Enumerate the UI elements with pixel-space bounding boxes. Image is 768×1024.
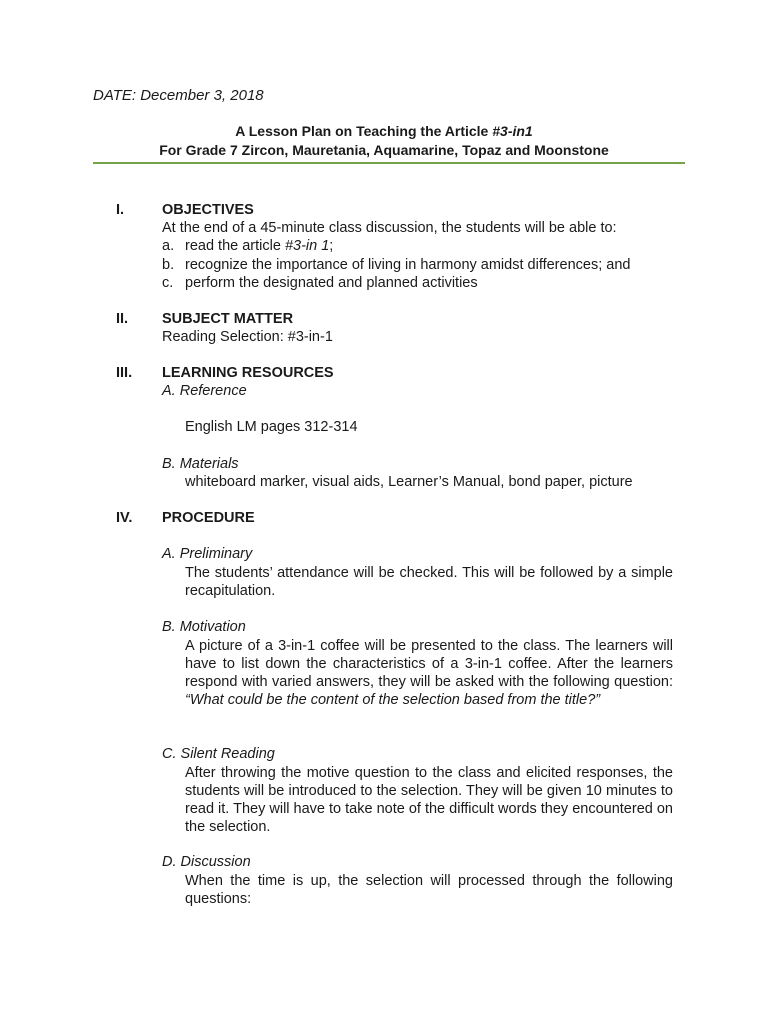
objective-label-b: b. <box>162 257 175 273</box>
reference-label: A. Reference <box>162 383 247 399</box>
materials-label: B. Materials <box>162 456 239 472</box>
title-divider <box>93 162 685 164</box>
motivation-label: B. Motivation <box>162 619 246 635</box>
title-line-2: For Grade 7 Zircon, Mauretania, Aquamarine, Topaz and Moonstone <box>159 142 609 158</box>
motivation-question: “What could be the content of the selection based from the title?” <box>185 692 601 708</box>
objective-a-article: #3-in 1 <box>284 238 330 254</box>
section-number-procedure: IV. <box>116 510 133 526</box>
document-date: DATE: December 3, 2018 <box>93 87 264 104</box>
objective-item-b: recognize the importance of living in harmony amidst differences; and <box>185 257 631 273</box>
section-heading-objectives: OBJECTIVES <box>162 202 254 218</box>
objective-a-prefix: read the article <box>185 238 285 254</box>
discussion-text: When the time is up, the selection will processed through the following questions: <box>185 873 673 907</box>
discussion-label: D. Discussion <box>162 854 251 870</box>
objective-item-a <box>185 238 333 254</box>
objectives-intro: At the end of a 45-minute class discussion, the students will be able to: <box>162 220 617 236</box>
section-heading-subject: SUBJECT MATTER <box>162 311 294 327</box>
section-number-resources: III. <box>116 365 133 381</box>
motivation-text: A picture of a 3-in-1 coffee will be presented to the class. The learners will have to list down the characteristics of a 3-in-1 coffee. After the learners respond with varied answers, they will be asked with the following question: <box>185 638 673 690</box>
title-line-1 <box>0 123 768 139</box>
title-article: #3-in1 <box>492 123 533 139</box>
section-heading-resources: LEARNING RESOURCES <box>162 365 334 381</box>
section-heading-procedure: PROCEDURE <box>162 510 255 526</box>
reference-text: English LM pages 312-314 <box>185 419 358 435</box>
objective-label-c: c. <box>162 275 174 291</box>
preliminary-text: The students’ attendance will be checked. This will be followed by a simple recapitulation. <box>185 565 673 599</box>
objective-a-suffix: ; <box>329 238 334 254</box>
silent-reading-text: After throwing the motive question to the class and elicited responses, the students will be introduced to the selection. They will be given 10 minutes to read it. They will have to take note of the difficult words they encountered on the selection. <box>185 765 673 835</box>
subject-matter-text: Reading Selection: #3-in-1 <box>162 329 333 345</box>
section-number-subject: II. <box>116 311 129 327</box>
silent-reading-label: C. Silent Reading <box>162 746 275 762</box>
motivation-paragraph <box>185 637 673 709</box>
materials-text: whiteboard marker, visual aids, Learner’s Manual, bond paper, picture <box>185 474 633 490</box>
objective-label-a: a. <box>162 238 175 254</box>
objective-item-c: perform the designated and planned activities <box>185 275 478 291</box>
section-number-objectives: I. <box>116 202 125 218</box>
preliminary-label: A. Preliminary <box>162 546 253 562</box>
title-prefix: A Lesson Plan on Teaching the Article <box>235 123 493 139</box>
